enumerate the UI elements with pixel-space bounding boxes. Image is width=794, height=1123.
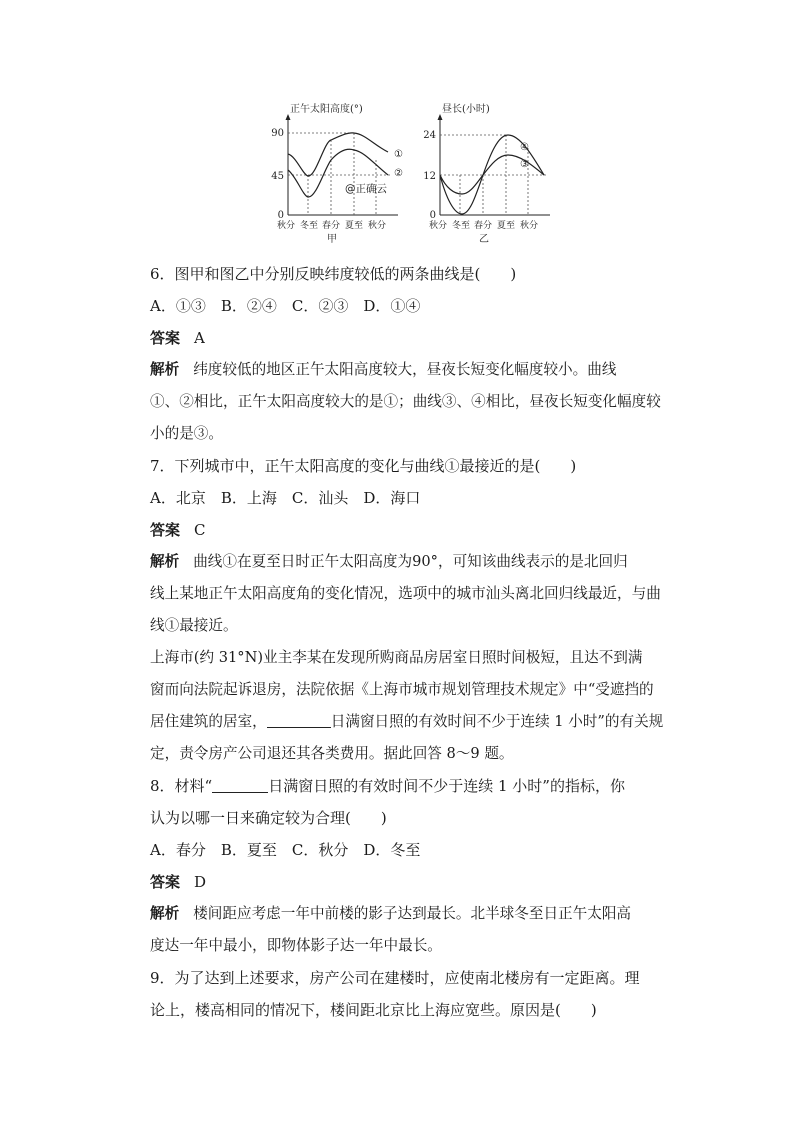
material: [150, 642, 680, 770]
q7-stem: 7．下列城市中，正午太阳高度的变化与曲线①最接近的是( ): [150, 457, 577, 475]
q7-answer: [150, 514, 680, 546]
jia-curve-label-1: ①: [394, 149, 403, 160]
jia-ylabel: 正午太阳高度(°): [290, 104, 363, 115]
material-line: 窗而向法院起诉退房，法院依据《上海市城市规划管理技术规定》中“受遮挡的: [150, 681, 654, 698]
yi-ytick-24: 24: [423, 130, 436, 141]
jia-xtick-5: 秋分: [367, 221, 387, 231]
material-line: 日满窗日照的有效时间不少于连续 1 小时”的有关规: [330, 713, 664, 730]
q7-analysis-line: 线①最接近。: [150, 617, 238, 634]
figure-jia: [270, 100, 420, 248]
jia-xtick-1: 秋分: [276, 221, 296, 231]
q6-analysis-line: 小的是③。: [150, 425, 223, 442]
yi-xtick-3: 春分: [473, 221, 493, 231]
jia-xtick-3: 春分: [321, 221, 341, 231]
yi-caption: 乙: [479, 234, 489, 245]
material-line: 上海市(约 31°N)业主李某在发现所购商品房居室日照时间极短，且达不到满: [150, 649, 643, 666]
q8-analysis-line: 楼间距应考虑一年中前楼的影子达到最长。北半球冬至日正午太阳高: [193, 905, 632, 922]
q8-stem-part: 认为以哪一日来确定较为合理( ): [150, 809, 387, 827]
q6-analysis: [150, 354, 680, 450]
yi-curve-label-3: ③: [520, 159, 529, 170]
q6-options: A．①③ B．②④ C．②③ D．①④: [150, 297, 421, 315]
q6-answer-value: A: [194, 329, 205, 347]
jia-xtick-2: 冬至: [299, 221, 319, 231]
q6-answer: [150, 322, 680, 354]
fill-blank: [267, 713, 331, 728]
q9-stem-part: 论上，楼高相同的情况下，楼间距北京比上海应宽些。原因是( ): [150, 1001, 597, 1019]
q8-answer-value: D: [194, 873, 207, 891]
analysis-label: 解析: [150, 553, 180, 570]
q6-analysis-line: 纬度较低的地区正午太阳高度较大，昼夜长短变化幅度较小。曲线: [193, 361, 617, 378]
q6-analysis-line: ①、②相比，正午太阳高度较大的是①；曲线③、④相比，昼夜长短变化幅度较: [150, 393, 661, 410]
analysis-label: 解析: [150, 905, 180, 922]
q7-analysis-line: 线上某地正午太阳高度角的变化情况，选项中的城市汕头离北回归线最近，与曲: [150, 585, 661, 602]
q7-analysis-line: 曲线①在夏至日时正午太阳高度为90°，可知该曲线表示的是北回归: [193, 553, 628, 570]
q8-analysis-line: 度达一年中最小，即物体影子达一年中最长。: [150, 937, 442, 954]
answer-label: 答案: [150, 873, 181, 891]
jia-caption: 甲: [327, 234, 337, 245]
q7-analysis: [150, 546, 680, 642]
yi-ylabel: 昼长(小时): [442, 104, 490, 115]
jia-ytick-45: 45: [271, 171, 284, 182]
yi-xtick-5: 秋分: [519, 221, 539, 231]
figures: [270, 100, 570, 250]
jia-curve-label-2: ②: [394, 168, 403, 179]
jia-ytick-0: 0: [277, 210, 284, 221]
yi-xtick-4: 夏至: [496, 221, 516, 231]
q8-analysis: [150, 898, 680, 962]
watermark: @正确云: [345, 183, 387, 195]
figure-yi: [422, 100, 572, 248]
q7-answer-value: C: [194, 521, 206, 539]
yi-curve-label-4: ④: [520, 142, 529, 153]
jia-curve-1: [288, 133, 388, 176]
jia-ytick-90: 90: [271, 128, 284, 139]
q6-stem: 6．图甲和图乙中分别反映纬度较低的两条曲线是( ): [150, 265, 517, 283]
q9-stem-part: 9．为了达到上述要求，房产公司在建楼时，应使南北楼房有一定距离。理: [150, 969, 640, 987]
q8-stem-part: 日满窗日照的有效时间不少于连续 1 小时”的指标，你: [268, 777, 625, 795]
answer-label: 答案: [150, 521, 181, 539]
q8-options: A．春分 B．夏至 C．秋分 D．冬至: [150, 841, 421, 859]
yi-ytick-0: 0: [429, 210, 436, 221]
question-content: [150, 258, 680, 1026]
yi-xtick-1: 秋分: [428, 221, 448, 231]
q9-stem: [150, 962, 680, 1026]
q8-stem-part: 8．材料“: [150, 777, 213, 795]
jia-xtick-4: 夏至: [344, 221, 364, 231]
q8-answer: [150, 866, 680, 898]
material-line: 定，责令房产公司退还其各类费用。据此回答 8～9 题。: [150, 745, 514, 762]
answer-label: 答案: [150, 329, 181, 347]
yi-ytick-12: 12: [423, 171, 436, 182]
q7-options: A．北京 B．上海 C．汕头 D．海口: [150, 489, 421, 507]
yi-xtick-2: 冬至: [451, 221, 471, 231]
q8-stem: [150, 770, 680, 834]
fill-blank: [212, 778, 268, 793]
analysis-label: 解析: [150, 361, 180, 378]
material-line: 居住建筑的居室，: [150, 713, 267, 730]
